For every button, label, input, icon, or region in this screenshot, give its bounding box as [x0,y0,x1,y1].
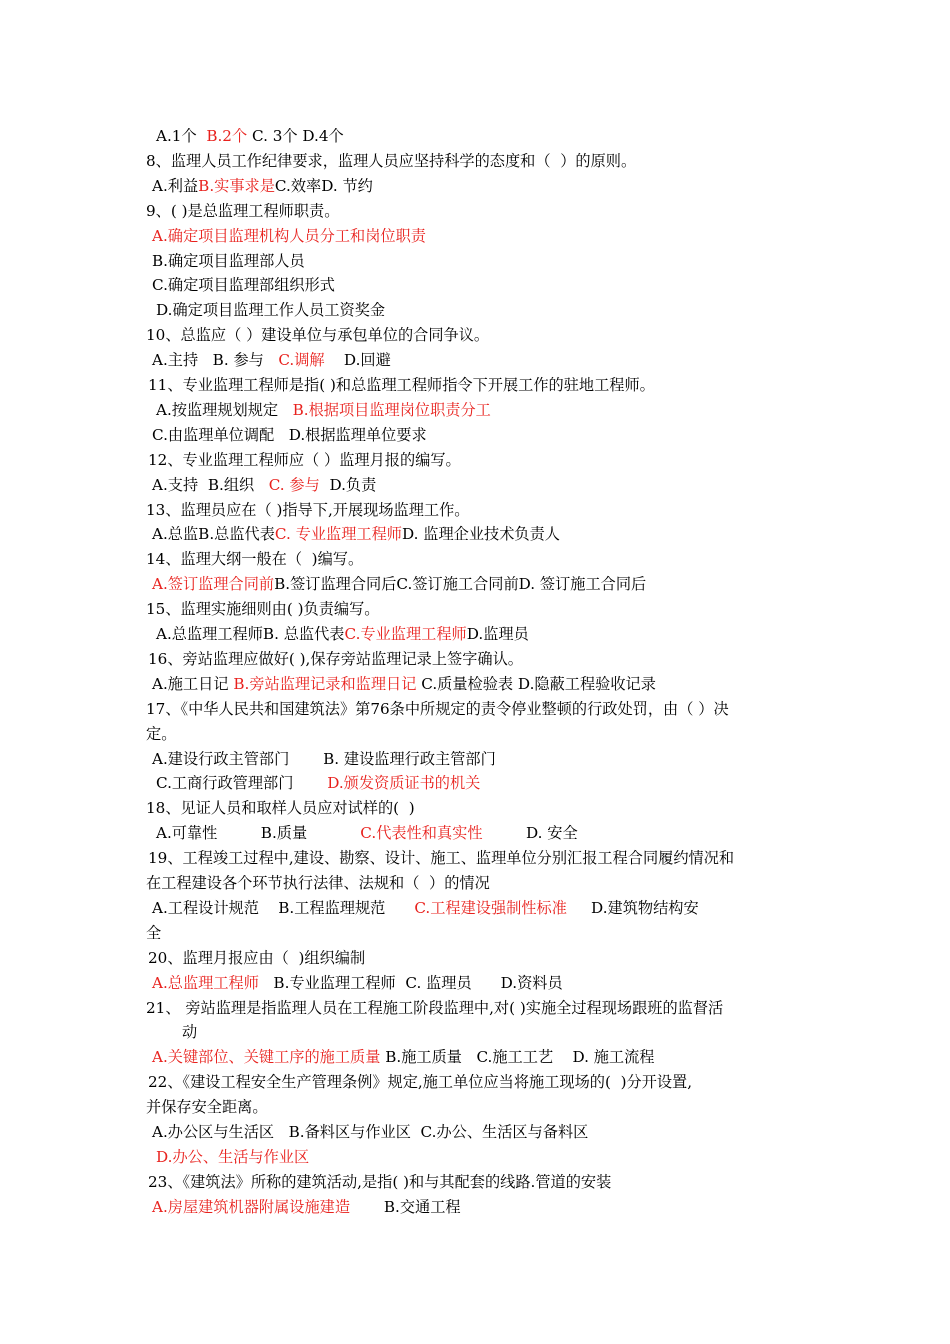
text-line [146,201,826,221]
text-line [148,375,828,395]
text-segment: 18、见证人员和取样人员应对试样的( ) [146,799,415,818]
text-line [156,823,836,843]
answer-highlight: C.专业监理工程师 [344,625,467,643]
text-segment: C.质量检验表 D.隐蔽工程验收记录 [416,674,656,693]
text-line [152,176,832,196]
text-line [146,998,826,1018]
text-segment: A.总监理工程师B. 总监代表 [156,625,345,643]
text-line [146,599,826,619]
text-line [146,500,826,520]
text-line [152,1047,832,1067]
text-segment: 15、监理实施细则由( )负责编写。 [146,600,380,619]
text-segment: 13、监理员应在（ )指导下,开展现场监理工作。 [146,500,470,519]
text-segment: D.确定项目监理工作人员工资奖金 [156,301,386,320]
text-line [156,400,836,420]
text-segment: A.主持 B. 参与 [152,351,279,370]
text-line [152,226,832,246]
text-segment: B.交通工程 [350,1197,461,1216]
answer-highlight: D.颁发资质证书的机关 [327,774,481,793]
text-segment: D. 安全 [482,824,578,843]
text-segment: C.确定项目监理部组织形式 [152,276,335,295]
text-segment: C.工商行政管理部门 [156,774,328,793]
answer-highlight: A.总监理工程师 [152,973,259,992]
text-segment: B.确定项目监理部人员 [152,251,305,270]
text-segment: 17、《中华人民共和国建筑法》第76条中所规定的责令停业整顿的行政处罚，由（ ）决 [146,699,729,718]
text-segment: 定。 [146,724,177,743]
text-line [146,873,826,893]
text-line [152,1122,832,1142]
text-segment: 12、专业监理工程师应（ ）监理月报的编写。 [148,450,461,469]
text-line [146,798,826,818]
text-segment: D.回避 [324,351,391,370]
text-line [148,649,828,669]
text-line [146,151,826,171]
text-segment: C.由监理单位调配 D.根据监理单位要求 [152,425,427,444]
text-segment: B.施工质量 C.施工工艺 D. 施工流程 [380,1048,655,1067]
text-line [152,350,832,370]
text-segment: 在工程建设各个环节执行法律、法规和（ ）的情况 [146,874,490,892]
text-line [148,450,828,470]
text-segment: A.办公区与生活区 B.备料区与作业区 C.办公、生活区与备料区 [152,1123,589,1141]
text-segment: B.专业监理工程师 C. 监理员 D.资料员 [258,973,563,992]
text-segment: C.效率D. 节约 [274,176,373,195]
text-line [156,1147,836,1167]
text-segment: A.施工日记 [152,674,234,693]
text-line [152,275,832,295]
text-line [152,524,832,544]
text-segment: A.建设行政主管部门 B. 建设监理行政主管部门 [152,749,496,768]
text-segment: 21、 旁站监理是指监理人员在工程施工阶段监理中,对( )实施全过程现场跟班的监督活 [146,998,724,1017]
text-line [146,1097,826,1117]
text-line [156,624,836,644]
text-line [152,973,832,993]
text-segment: D.负责 [319,475,377,494]
text-line [152,425,832,445]
answer-highlight: A.确定项目监理机构人员分工和岗位职责 [152,226,426,245]
text-segment: 19、工程竣工过程中,建设、勘察、设计、施工、监理单位分别汇报工程合同履约情况和 [148,849,735,868]
text-line [146,923,826,943]
answer-highlight: A.房屋建筑机器附属设施建造 [152,1197,351,1216]
answer-highlight: B.实事求是 [198,176,275,195]
text-line [146,325,826,345]
text-segment: 10、总监应（ ）建设单位与承包单位的合同争议。 [146,326,490,345]
text-segment: B.签订监理合同后C.签订施工合同前D. 签订施工合同后 [274,575,647,594]
text-line [156,126,836,146]
text-segment: 16、旁站监理应做好( ),保存旁站监理记录上签字确认。 [148,649,523,668]
answer-highlight: A.签订监理合同前 [152,575,275,594]
answer-highlight: C.代表性和真实性 [360,824,483,843]
text-line [152,898,832,918]
answer-highlight: B.根据项目监理岗位职责分工 [292,400,491,419]
text-segment: C. 3个 D.4个 [247,127,344,145]
text-segment: A.1个 [156,127,207,145]
answer-highlight: B.旁站监理记录和监理日记 [233,674,417,693]
text-line [146,724,826,744]
answer-highlight: A.关键部位、关键工序的施工质量 [152,1048,381,1067]
text-line [146,549,826,569]
text-line [152,674,832,694]
text-segment: 20、监理月报应由（ )组织编制 [148,948,366,967]
text-segment: D. 监理企业技术负责人 [401,525,560,544]
text-line [148,948,828,968]
text-line [156,300,836,320]
answer-highlight: C. 专业监理工程师 [274,525,402,544]
text-segment: 9、( )是总监理工程师职责。 [146,201,340,220]
text-segment: 11、专业监理工程师是指( )和总监理工程师指令下开展工作的驻地工程师。 [148,376,655,394]
text-line [146,699,826,719]
text-segment: D.监理员 [466,625,529,643]
answer-highlight: D.办公、生活与作业区 [156,1147,310,1166]
text-segment: 14、监理大纲一般在（ )编写。 [146,550,364,569]
text-segment: 动 [182,1023,198,1042]
text-segment: A.可靠性 B.质量 [156,824,361,843]
text-segment: A.工程设计规范 B.工程监理规范 [152,898,415,917]
text-line [152,1197,832,1217]
text-segment: A.总监B.总监代表 [152,525,275,544]
text-line [156,773,836,793]
text-segment: A.按监理规划规定 [156,400,293,419]
answer-highlight: B.2个 [206,127,248,145]
text-line [182,1022,862,1042]
text-segment: 23、《建筑法》所称的建筑活动,是指( )和与其配套的线路.管道的安装 [148,1172,612,1191]
text-segment: D.建筑物结构安 [566,898,699,917]
text-segment: 全 [146,923,162,942]
text-line [152,749,832,769]
text-line [148,848,828,868]
answer-highlight: C.工程建设强制性标准 [414,898,567,917]
text-line [148,1072,828,1092]
text-segment: 22、《建设工程安全生产管理条例》规定,施工单位应当将施工现场的( )分开设置, [148,1073,693,1092]
text-segment: 8、监理人员工作纪律要求，监理人员应坚持科学的态度和（ ）的原则。 [146,151,637,170]
text-line [148,1172,828,1192]
answer-highlight: C.调解 [278,351,325,370]
text-line [152,475,832,495]
text-segment: A.支持 B.组织 [152,475,269,494]
text-line [152,251,832,271]
text-line [152,574,832,594]
text-segment: A.利益 [152,176,199,195]
text-segment: 并保存安全距离。 [146,1098,268,1117]
answer-highlight: C. 参与 [268,475,320,494]
